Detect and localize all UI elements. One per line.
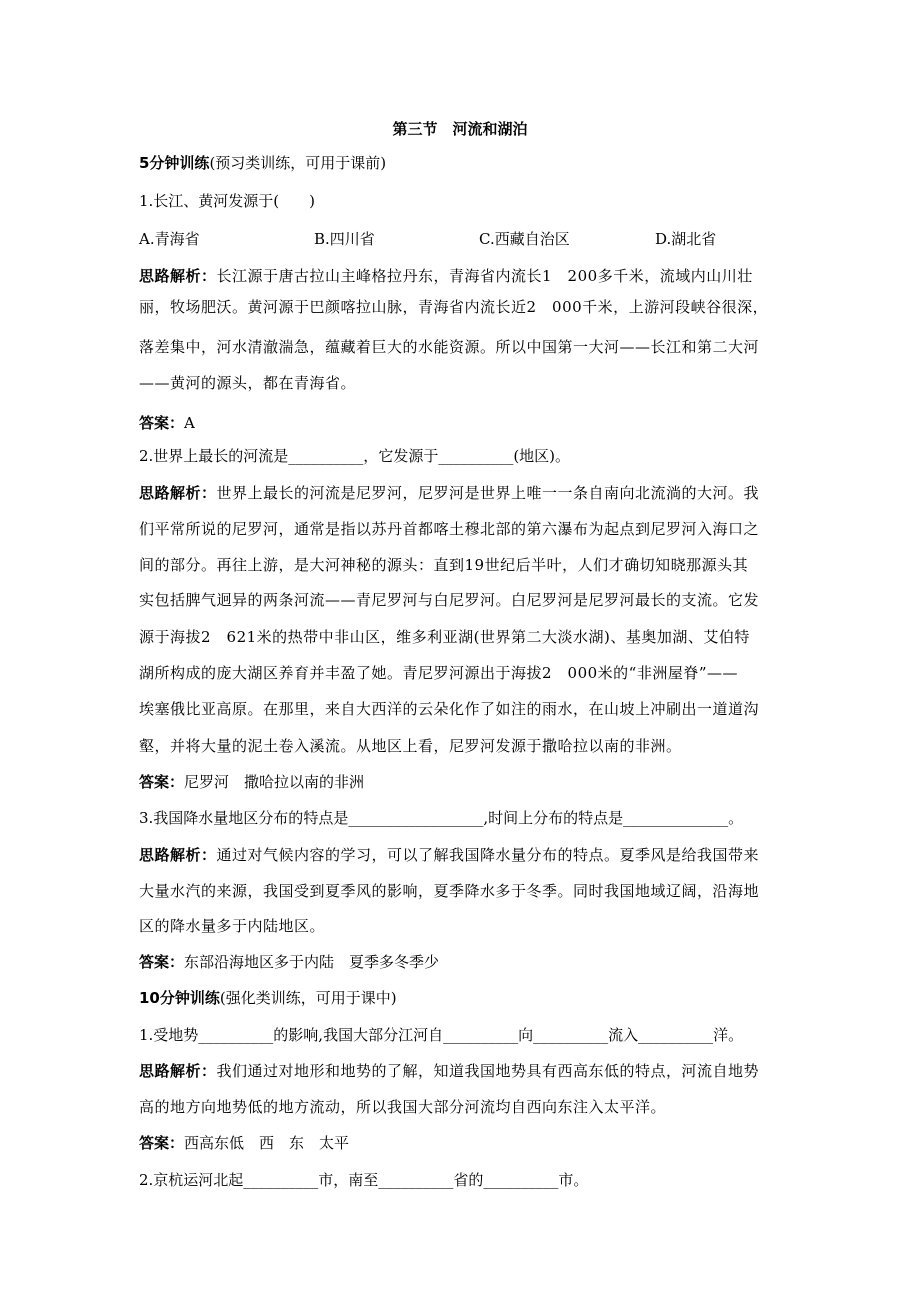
answer-label: 答案： bbox=[139, 953, 185, 971]
analysis-line bbox=[139, 483, 799, 503]
section-heading-10min bbox=[139, 988, 799, 1008]
analysis-text: 通过对气候内容的学习，可以了解我国降水量分布的特点。夏季风是给我国带来 bbox=[216, 846, 760, 864]
analysis-text: 长江源于唐古拉山主峰格拉丹东，青海省内流长1 200多千米，流域内山川壮 bbox=[216, 267, 753, 285]
question-stem: 1.长江、黄河发源于( ) bbox=[139, 192, 316, 210]
analysis-label: 思路解析： bbox=[139, 267, 217, 285]
answer-text: 东部沿海地区多于内陆 夏季多冬季少 bbox=[184, 953, 440, 971]
analysis-line: 高的地方向地势低的地方流动，所以我国大部分河流均自西向东注入太平洋。 bbox=[139, 1098, 667, 1116]
option-b: B.四川省 bbox=[314, 230, 375, 248]
analysis-line: 壑，并将大量的泥土卷入溪流。从地区上看，尼罗河发源于撒哈拉以南的非洲。 bbox=[139, 737, 682, 755]
answer-line bbox=[139, 1133, 799, 1153]
analysis-line: 湖所构成的庞大湖区养育并丰盈了她。青尼罗河源出于海拔2 000米的“非洲屋脊”—— bbox=[139, 664, 739, 682]
analysis-label: 思路解析： bbox=[139, 484, 217, 502]
option-c: C.西藏自治区 bbox=[479, 230, 570, 248]
answer-line bbox=[139, 772, 799, 792]
answer-label: 答案： bbox=[139, 414, 185, 432]
analysis-line: 源于海拔2 621米的热带中非山区，维多利亚湖(世界第二大淡水湖)、基奥加湖、艾伯特 bbox=[139, 628, 750, 646]
analysis-line: 区的降水量多于内陆地区。 bbox=[139, 917, 326, 935]
page-title: 第三节 河流和湖泊 bbox=[392, 120, 528, 138]
answer-line bbox=[139, 413, 799, 433]
answer-label: 答案： bbox=[139, 773, 185, 791]
analysis-line bbox=[139, 1061, 799, 1081]
analysis-line: 落差集中，河水清澈湍急，蕴藏着巨大的水能资源。所以中国第一大河——长江和第二大河 bbox=[139, 338, 760, 356]
analysis-line: 大量水汽的来源，我国受到夏季风的影响，夏季降水多于冬季。同时我国地域辽阔，沿海地 bbox=[139, 882, 760, 900]
analysis-line: 间的部分。再往上游，是大河神秘的源头：直到19世纪后半叶，人们才确切知晓那源头其 bbox=[139, 556, 749, 574]
analysis-line: 实包括脾气迥异的两条河流——青尼罗河与白尼罗河。白尼罗河是尼罗河最长的支流。它发 bbox=[139, 591, 760, 609]
analysis-text: 世界上最长的河流是尼罗河，尼罗河是世界上唯一一条自南向北流淌的大河。我 bbox=[216, 484, 760, 502]
answer-text: 尼罗河 撒哈拉以南的非洲 bbox=[184, 773, 365, 791]
section-head: 5分钟训练 bbox=[139, 154, 210, 172]
option-a: A.青海省 bbox=[139, 230, 200, 248]
question-stem: 3.我国降水量地区分布的特点是__________________,时间上分布的特点是______________。 bbox=[139, 809, 744, 827]
question-stem: 1.受地势__________的影响,我国大部分江河自__________向__________流入__________洋。 bbox=[139, 1026, 744, 1044]
analysis-label: 思路解析： bbox=[139, 1062, 217, 1080]
analysis-label: 思路解析： bbox=[139, 846, 217, 864]
question-options bbox=[139, 229, 799, 249]
analysis-text: 我们通过对地形和地势的了解，知道我国地势具有西高东低的特点，河流自地势 bbox=[216, 1062, 760, 1080]
analysis-line: 们平常所说的尼罗河，通常是指以苏丹首都喀土穆北部的第六瀑布为起点到尼罗河入海口之 bbox=[139, 520, 760, 538]
analysis-line: 丽，牧场肥沃。黄河源于巴颜喀拉山脉，青海省内流长近2 000千米，上游河段峡谷很深， bbox=[139, 298, 769, 316]
option-d: D.湖北省 bbox=[655, 230, 717, 248]
answer-label: 答案： bbox=[139, 1134, 185, 1152]
analysis-line: 埃塞俄比亚高原。在那里，来自大西洋的云朵化作了如注的雨水，在山坡上冲刷出一道道沟 bbox=[139, 700, 760, 718]
answer-line bbox=[139, 952, 799, 972]
section-note: (强化类训练，可用于课中) bbox=[219, 989, 397, 1007]
answer-text: A bbox=[184, 414, 195, 432]
question-stem: 2.世界上最长的河流是__________，它发源于__________(地区)。 bbox=[139, 447, 571, 465]
analysis-line bbox=[139, 845, 799, 865]
section-head: 10分钟训练 bbox=[139, 989, 220, 1007]
analysis-line: ——黄河的源头，都在青海省。 bbox=[139, 374, 357, 392]
analysis-line bbox=[139, 266, 799, 286]
answer-text: 西高东低 西 东 太平 bbox=[184, 1134, 350, 1152]
section-heading-5min bbox=[139, 153, 799, 173]
question-stem: 2.京杭运河北起__________市，南至__________省的__________市。 bbox=[139, 1171, 589, 1189]
section-note: (预习类训练，可用于课前) bbox=[209, 154, 387, 172]
